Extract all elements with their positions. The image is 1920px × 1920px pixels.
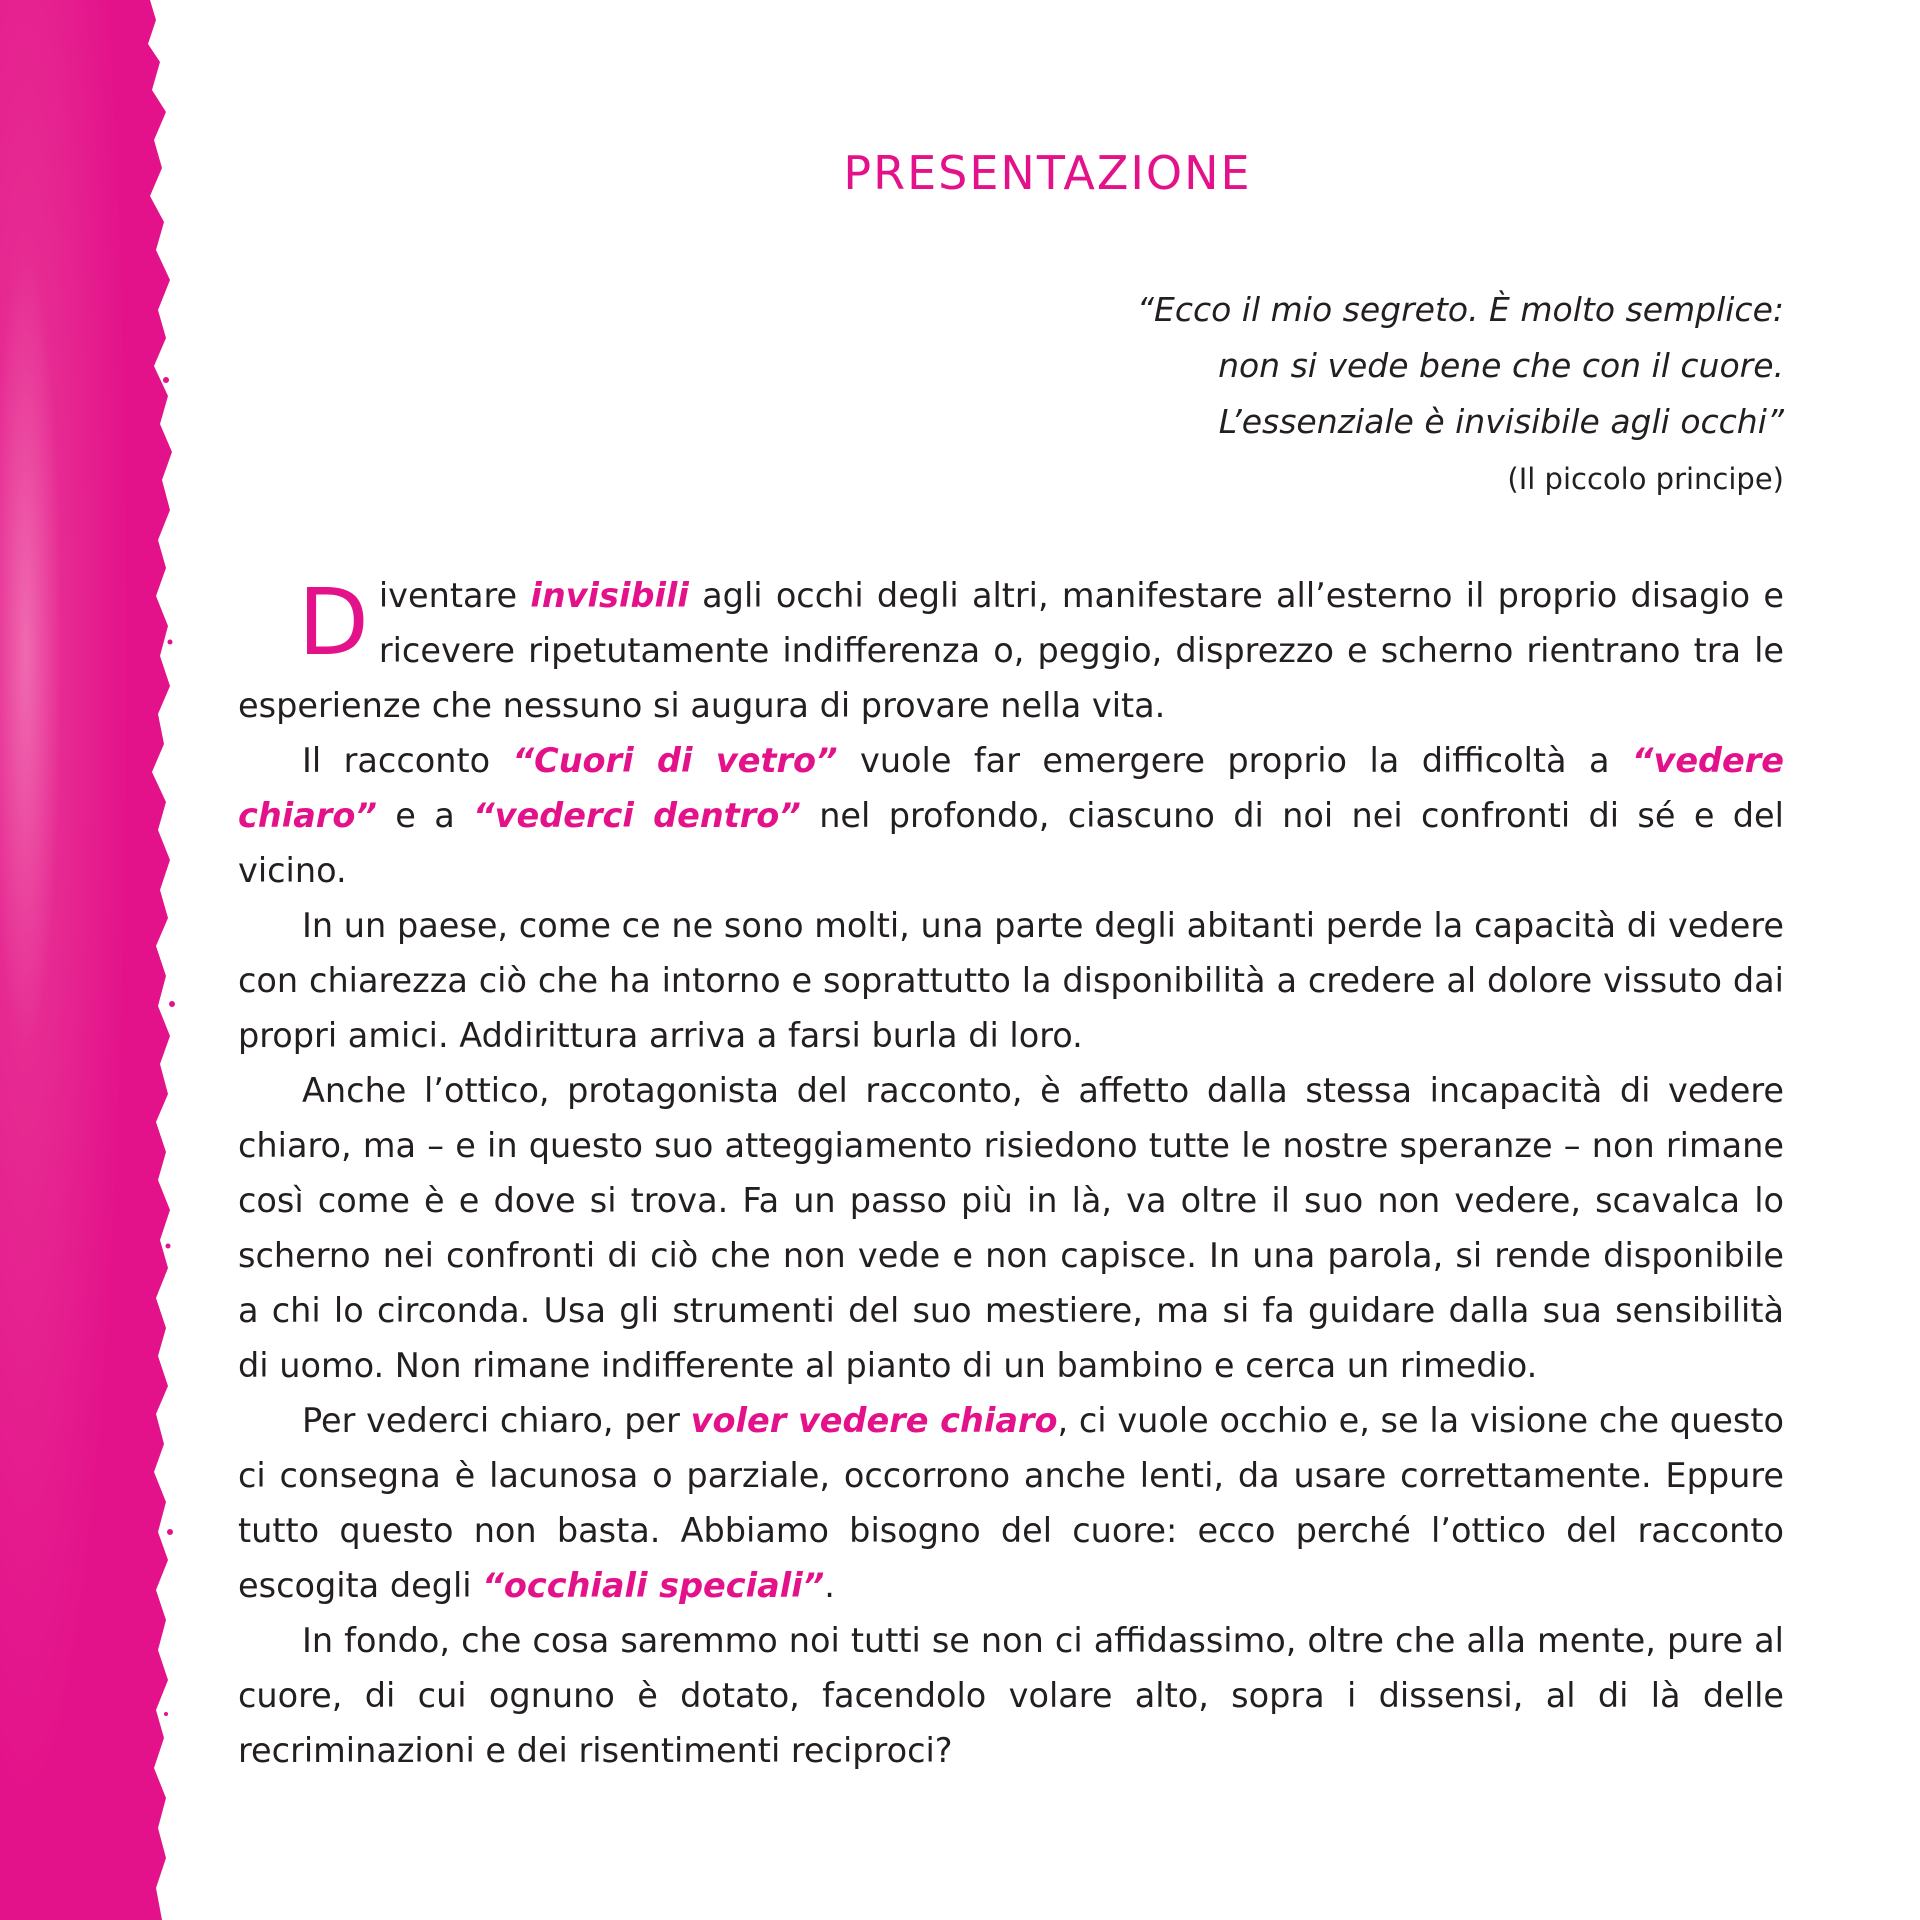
highlighted-phrase: “vedere chiaro”	[238, 741, 1784, 835]
paragraph-text: Per vederci chiaro, per	[302, 1401, 691, 1440]
paragraph-5	[238, 1393, 1784, 1613]
epigraph-line: L’essenziale è invisibile agli occhi”	[1218, 402, 1784, 441]
paragraph-text: vuole far emergere proprio la difficoltà a	[837, 741, 1632, 780]
epigraph-quote	[884, 282, 1784, 496]
paragraph-text: nel profondo, ciascuno di noi nei confronti di sé e del vicino.	[238, 796, 1784, 890]
highlighted-phrase: voler vedere chiaro	[690, 1401, 1058, 1440]
paragraph-3	[238, 898, 1784, 1063]
paragraph-1	[238, 568, 1784, 733]
paragraph-text: agli occhi degli altri, manifestare all’esterno il proprio disagio e ricevere ripetutamente indifferenza o, peggio, disprezzo e scherno rientrano tra le esperienze che nessuno si augura di provare nella vita.	[238, 576, 1785, 725]
drop-cap: D	[298, 569, 369, 676]
body-text	[238, 568, 1784, 1778]
paragraph-6	[238, 1613, 1784, 1778]
highlighted-phrase: “Cuori di vetro”	[512, 741, 838, 780]
paragraph-4	[238, 1063, 1784, 1393]
paragraph-text: In un paese, come ce ne sono molti, una parte degli abitanti perde la capacità di vedere con chiarezza ciò che ha intorno e soprattutto la disponibilità a credere al dolore vissuto dai propri amici. Addirittura arriva a farsi burla di loro.	[238, 906, 1784, 1055]
epigraph-line: “Ecco il mio segreto. È molto semplice:	[1136, 290, 1784, 329]
highlighted-phrase: “occhiali speciali”	[482, 1566, 825, 1605]
paragraph-text: In fondo, che cosa saremmo noi tutti se non ci affidassimo, oltre che alla mente, pure al cuore, di cui ognuno è dotato, facendolo volare alto, sopra i dissensi, al di là delle recriminazioni e dei risentimenti reciproci?	[238, 1621, 1784, 1770]
paragraph-text: , ci vuole occhio e, se la visione che questo ci consegna è lacunosa o parziale, occorrono anche lenti, da usare correttamente. Eppure tutto questo non basta. Abbiamo bisogno del cuore: ecco perché l’ottico del racconto escogita degli	[238, 1401, 1784, 1605]
paragraph-text: e a	[376, 796, 474, 835]
decorative-side-band	[0, 0, 175, 1920]
paragraph-2	[238, 733, 1784, 898]
paragraph-text: iventare	[378, 576, 531, 615]
page-title: PRESENTAZIONE	[843, 146, 1252, 200]
paragraph-text: Il racconto	[302, 741, 513, 780]
paragraph-text: .	[824, 1566, 835, 1605]
highlighted-phrase: “vederci dentro”	[473, 796, 801, 835]
highlighted-phrase: invisibili	[530, 576, 689, 615]
paragraph-text: Anche l’ottico, protagonista del racconto, è affetto dalla stessa incapacità di vedere chiaro, ma – e in questo suo atteggiamento risiedono tutte le nostre speranze – non rimane così come è e dove si trova. Fa un passo più in là, va oltre il suo non vedere, scavalca lo scherno nei confronti di ciò che non vede e non capisce. In una parola, si rende disponibile a chi lo circonda. Usa gli strumenti del suo mestiere, ma si fa guidare dalla sua sensibilità di uomo. Non rimane indifferente al pianto di un bambino e cerca un rimedio.	[238, 1071, 1784, 1385]
epigraph-line: non si vede bene che con il cuore.	[1218, 346, 1784, 385]
epigraph-source: (Il piccolo principe)	[1507, 462, 1784, 496]
